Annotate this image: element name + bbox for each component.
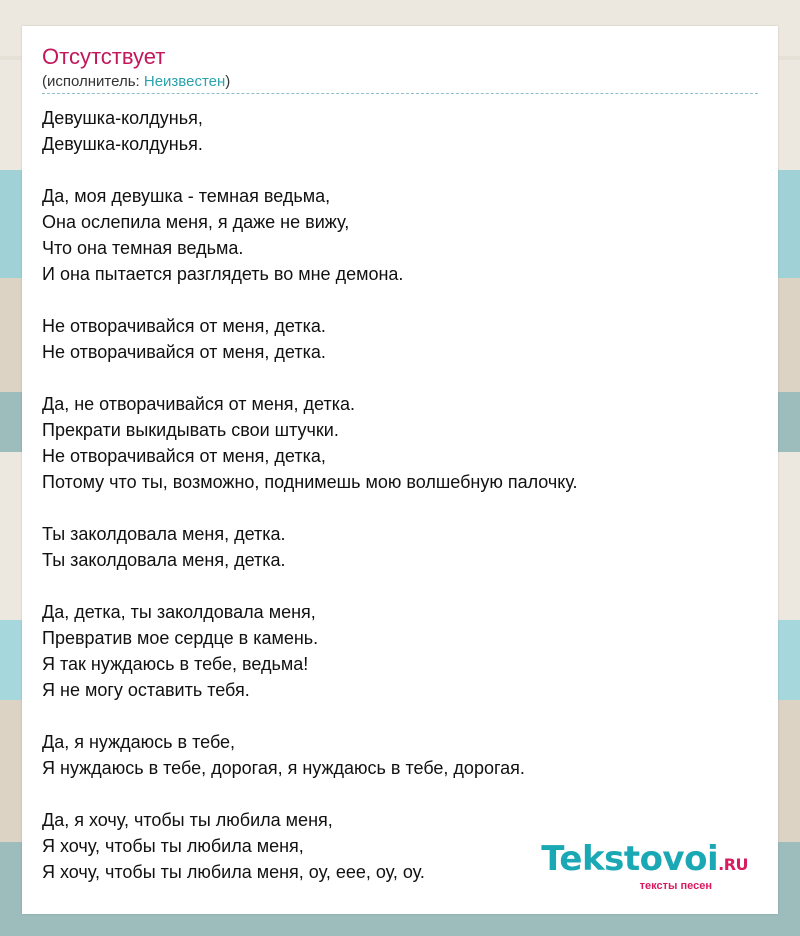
lyric-line: Да, детка, ты заколдовала меня,: [42, 602, 316, 622]
song-title: Отсутствует: [42, 44, 166, 69]
lyric-line: Не отворачивайся от меня, детка.: [42, 316, 326, 336]
stanza-gap: [42, 703, 758, 729]
lyric-line: Девушка-колдунья,: [42, 108, 203, 128]
lyric-line: Превратив мое сердце в камень.: [42, 628, 319, 648]
logo-tagline: тексты песен: [639, 880, 712, 892]
artist-link[interactable]: Неизвестен: [143, 73, 226, 90]
lyric-line: Я не могу оставить тебя.: [42, 680, 250, 700]
lyric-line: Я нуждаюсь в тебе, дорогая, я нуждаюсь в тебе, дорогая.: [42, 758, 525, 778]
stanza-gap: [42, 781, 758, 807]
artist-line: [42, 73, 230, 90]
site-logo[interactable]: [541, 839, 748, 892]
lyric-line: Я хочу, чтобы ты любила меня,: [42, 836, 304, 856]
logo-suffix: .RU: [718, 855, 748, 874]
stanza-gap: [42, 365, 758, 391]
lyric-line: Да, я хочу, чтобы ты любила меня,: [42, 810, 333, 830]
logo-text: Tekstovoi: [541, 839, 719, 879]
lyric-line: Да, не отворачивайся от меня, детка.: [42, 394, 355, 414]
lyrics-body: [42, 105, 758, 885]
stanza-gap: [42, 573, 758, 599]
lyric-line: Прекрати выкидывать свои штучки.: [42, 420, 339, 440]
lyric-line: И она пытается разглядеть во мне демона.: [42, 264, 404, 284]
stanza-gap: [42, 157, 758, 183]
lyric-line: Ты заколдовала меня, детка.: [42, 550, 286, 570]
lyric-line: Я так нуждаюсь в тебе, ведьма!: [42, 654, 309, 674]
lyric-line: Да, моя девушка - темная ведьма,: [42, 186, 331, 206]
lyric-line: Ты заколдовала меня, детка.: [42, 524, 286, 544]
lyric-line: Она ослепила меня, я даже не вижу,: [42, 212, 350, 232]
artist-prefix: (исполнитель:: [42, 73, 144, 90]
lyric-line: Да, я нуждаюсь в тебе,: [42, 732, 236, 752]
lyric-line: Потому что ты, возможно, поднимешь мою волшебную палочку.: [42, 472, 578, 492]
lyric-line: Я хочу, чтобы ты любила меня, оу, еее, оу, оу.: [42, 862, 425, 882]
lyric-line: Не отворачивайся от меня, детка,: [42, 446, 326, 466]
artist-suffix: ): [225, 73, 231, 90]
lyrics-card: [22, 26, 778, 914]
stanza-gap: [42, 287, 758, 313]
stanza-gap: [42, 495, 758, 521]
lyric-line: Не отворачивайся от меня, детка.: [42, 342, 326, 362]
lyric-line: Что она темная ведьма.: [42, 238, 244, 258]
header-divider: [42, 93, 758, 94]
lyric-line: Девушка-колдунья.: [42, 134, 203, 154]
